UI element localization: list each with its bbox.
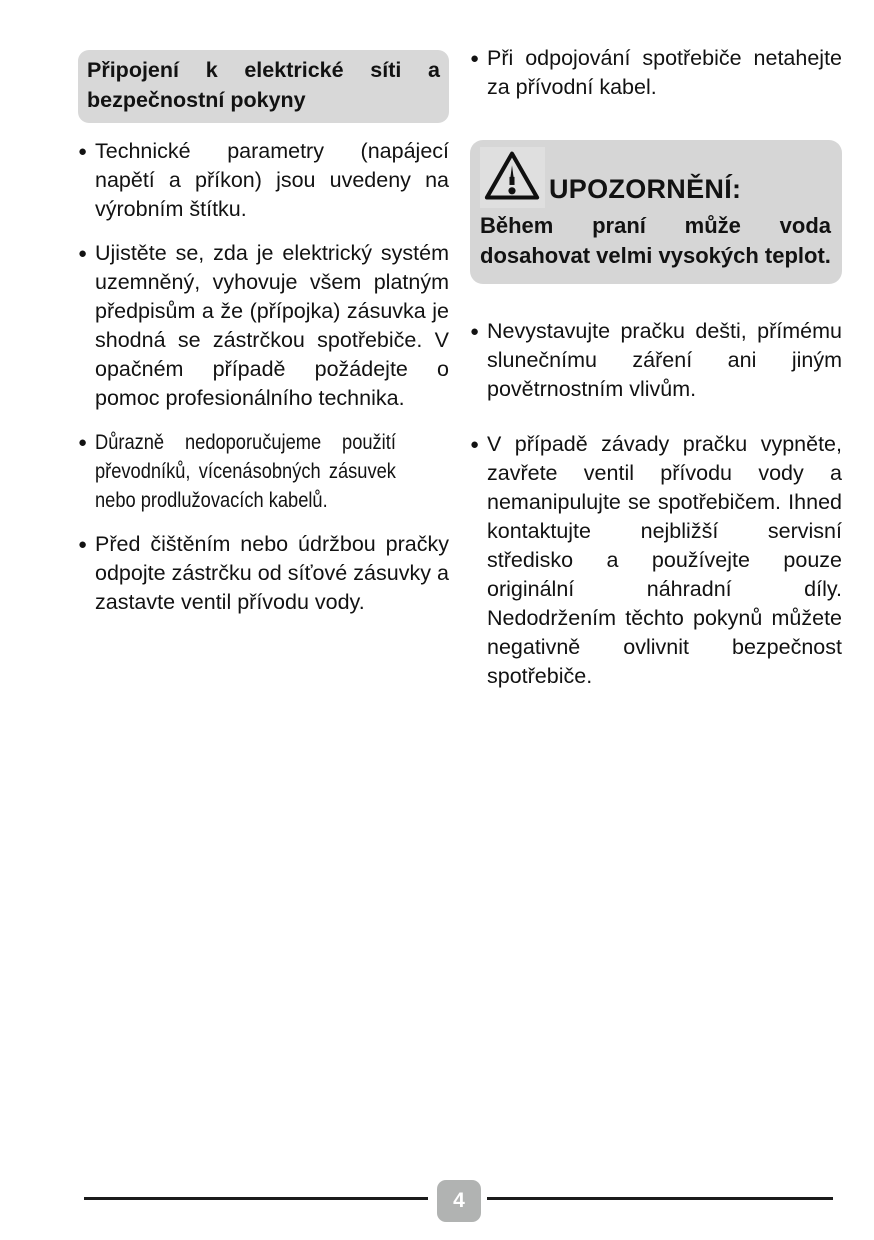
bullet-text: Důrazně nedoporučujeme použití převodníků, vícenásobných zásuvek nebo prodlužovacích kabelů. <box>95 430 396 512</box>
bullet-dot: ● <box>470 50 480 67</box>
page-number: 4 <box>453 1189 465 1212</box>
bullet-text: Nevystavujte pračku dešti, přímému slunečnímu záření ani jiným povětrnostním vlivům. <box>487 319 842 401</box>
bullet-text: Ujistěte se, zda je elektrický systém uzemněný, vyhovuje všem platným předpisům a že (přípojka) zásuvka je shodná se zástrčkou spotřebiče. V opačném případě požádejte o pomoc profesionálního technika. <box>95 241 449 410</box>
bullet-item <box>78 239 449 413</box>
warning-triangle-icon <box>483 150 541 202</box>
bullet-text: Technické parametry (napájecí napětí a příkon) jsou uvedeny na výrobním štítku. <box>95 139 449 221</box>
footer-rule-right <box>487 1197 833 1200</box>
bullet-dot: ● <box>78 536 88 553</box>
bullet-item <box>470 44 842 102</box>
bullet-item <box>78 137 449 224</box>
bullet-dot: ● <box>470 323 480 340</box>
bullet-item <box>78 530 449 617</box>
bullet-dot: ● <box>78 434 88 451</box>
right-column <box>470 44 842 706</box>
section-heading: Připojení k elektrické síti a bezpečnostní pokyny <box>78 50 449 123</box>
warning-header <box>480 147 831 208</box>
bullet-text: V případě závady pračku vypněte, zavřete ventil přívodu vody a nemanipulujte se spotřebičem. Ihned kontaktujte nejbližší servisní středisko a používejte pouze originální náhradní díly. Nedodržením těchto pokynů můžete negativně ovlivnit bezpečnost spotřebiče. <box>487 432 842 688</box>
bullet-text: Při odpojování spotřebiče netahejte za přívodní kabel. <box>487 46 842 99</box>
left-column <box>78 50 449 632</box>
warning-box <box>470 140 842 284</box>
bullet-item <box>470 317 842 404</box>
warning-title: UPOZORNĚNÍ: <box>549 174 742 204</box>
footer-rule-left <box>84 1197 428 1200</box>
bullet-text: Před čištěním nebo údržbou pračky odpojte zástrčku od síťové zásuvky a zastavte ventil přívodu vody. <box>95 532 449 614</box>
warning-icon-plate <box>480 147 545 208</box>
bullet-item <box>470 430 842 691</box>
page-number-badge <box>437 1180 481 1222</box>
bullet-dot: ● <box>78 143 88 160</box>
bullet-dot: ● <box>470 436 480 453</box>
warning-body: Během praní může voda dosahovat velmi vysokých teplot. <box>480 213 831 268</box>
bullet-dot: ● <box>78 245 88 262</box>
bullet-item <box>78 428 449 515</box>
